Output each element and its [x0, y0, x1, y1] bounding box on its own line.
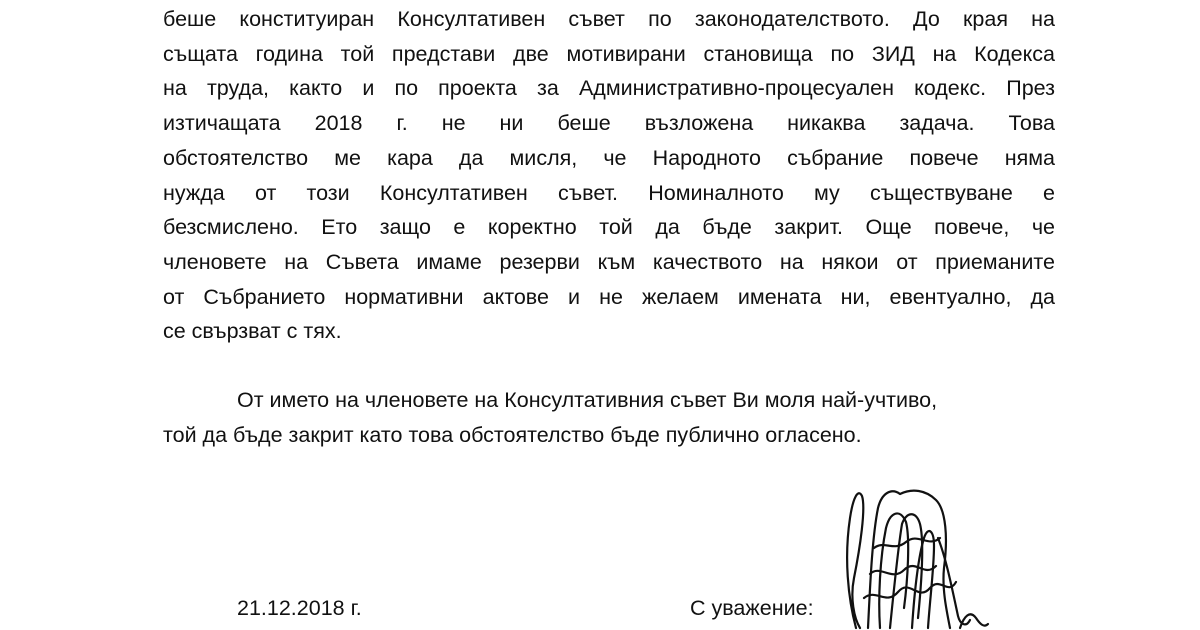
paragraph-2 — [163, 383, 1055, 452]
paragraph-1-line: нужда от този Консултативен съвет. Номиналното му съществуване е — [163, 180, 1055, 205]
paragraph-2-line: От името на членовете на Консултативния съвет Ви моля най-учтиво, — [237, 388, 938, 413]
paragraph-2-line: той да бъде закрит като това обстоятелство бъде публично огласено. — [163, 422, 862, 447]
paragraph-1-line: беше конституиран Консултативен съвет по законодателството. До края на — [163, 7, 1055, 31]
paragraph-1-line: се свързват с тях. — [163, 319, 342, 344]
paragraph-1-line: на труда, както и по проекта за Административно-процесуален кодекс. През — [163, 76, 1055, 101]
paragraph-1-line: обстоятелство ме кара да мисля, че Народното събрание повече няма — [163, 145, 1055, 170]
handwritten-signature-icon — [820, 478, 990, 630]
paragraph-1-line: същата година той представи две мотивирани становища по ЗИД на Кодекса — [163, 41, 1055, 66]
letter-body — [163, 2, 1055, 452]
paragraph-1-line: членовете на Съвета имаме резерви към качеството на някои от приеманите — [163, 249, 1055, 274]
paragraph-gap — [163, 349, 1055, 383]
paragraph-1-line: от Събранието нормативни актове и не желаем имената ни, евентуално, да — [163, 284, 1055, 309]
paragraph-1-line: изтичащата 2018 г. не ни беше възложена никаква задача. Това — [163, 111, 1055, 136]
letter-closing: С уважение: — [690, 596, 814, 620]
paragraph-1-line: безсмислено. Ето защо е коректно той да бъде закрит. Още повече, че — [163, 215, 1055, 240]
paragraph-1 — [163, 2, 1055, 349]
letter-date: 21.12.2018 г. — [237, 596, 362, 620]
